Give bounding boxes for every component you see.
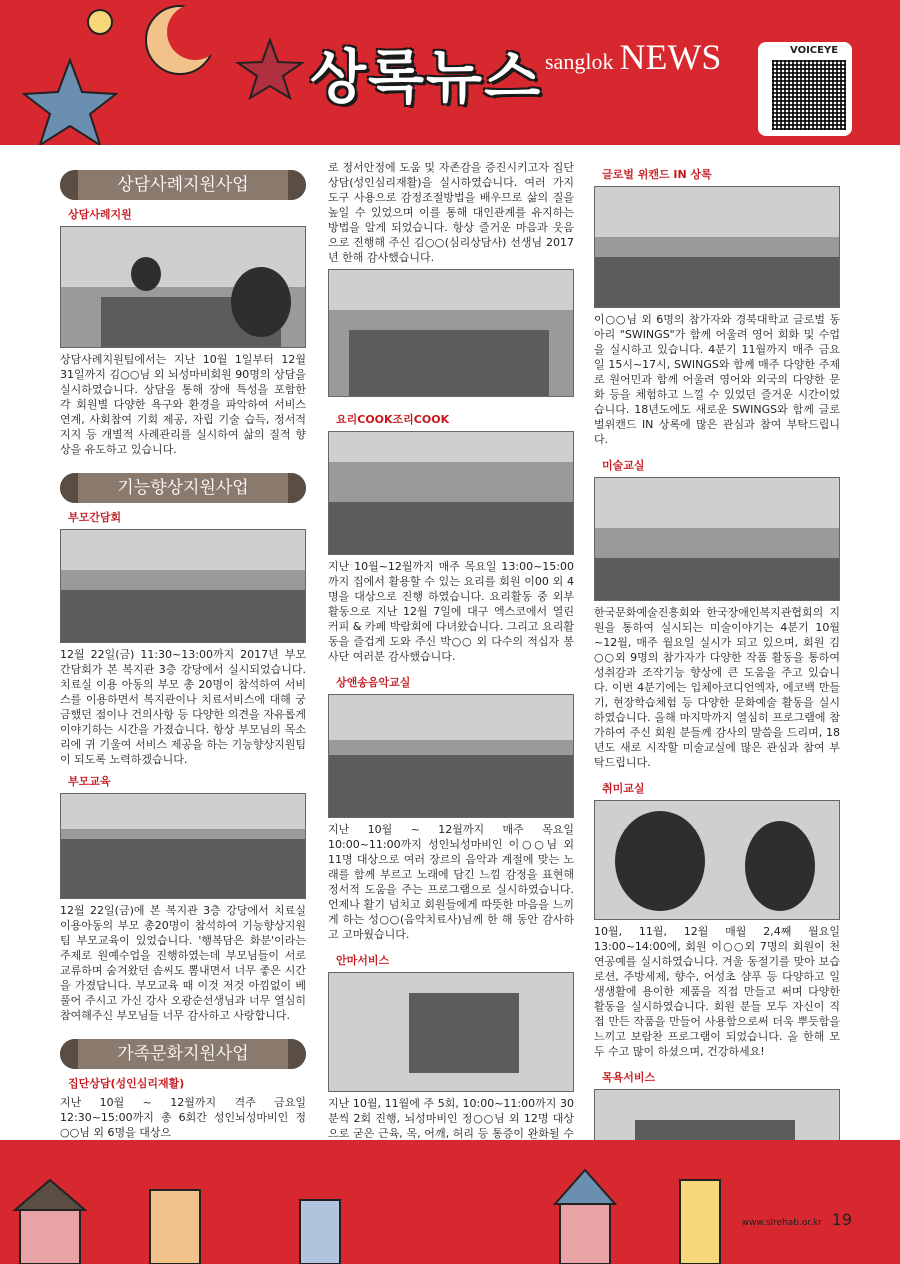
footer-banner bbox=[0, 1140, 900, 1264]
photo-art-class bbox=[594, 477, 840, 601]
subheading: 요리COOK조리COOK bbox=[336, 413, 450, 426]
voiceye-code bbox=[758, 42, 852, 136]
photo-parent-education bbox=[60, 793, 306, 899]
photo-music bbox=[328, 694, 574, 818]
subheading: 취미교실 bbox=[602, 782, 645, 795]
column-right bbox=[594, 160, 840, 1201]
subheading: 미술교실 bbox=[602, 459, 645, 472]
voiceye-pattern-icon bbox=[772, 60, 846, 130]
subheading: 상앤송음악교실 bbox=[336, 676, 411, 689]
subheading: 부모간담회 bbox=[68, 511, 122, 524]
article-text: 지난 10월 ~ 12월까지 격주 금요일 12:30~15:00까지 총 6회간 성인뇌성마비인 정○○님 외 6명을 대상으 bbox=[60, 1096, 306, 1139]
header-banner bbox=[0, 0, 900, 145]
article-text: 지난 10월, 11월에 주 5회, 10:00~11:00까지 30분씩 2회 진행, 뇌성마비인 정○○님 외 12명 대상으로 굳은 근육, 목, 어깨, 허리 등 통증이 완화될 수 bbox=[328, 1097, 574, 1140]
section-banner-function: 기능향상지원사업 bbox=[60, 473, 306, 503]
photo-group-counseling bbox=[328, 269, 574, 397]
article-text: 한국문화예술진흥회와 한국장애인복지관협회의 지원을 통하여 실시되는 미술이야기는 4분기 10월~12월, 매주 월요일 실시가 되고 있으며, 회원 김○○외 9명의 참가자가 다양한 작품 활동을 통하여 성취감과 조작기능 향상에 큰 도움을 주고 있습니다. 이번 4분기에는 입체아코디언엑자, 에코백 만들기, 현장학습체험 등 다양한 문화예술 활동을 실시하였습니다. 올해 마지막까지 열심히 프로그램에 참가하여 주신 회원 분들께 감사의 말씀을 드리며, 18년도 새로 시작할 미술교실에 많은 관심과 참여 부탁드립니다. bbox=[594, 606, 840, 769]
article-text: 지난 10월 ~ 12월까지 매주 목요일 10:00~11:00까지 성인뇌성마비인 이○○님 외 11명 대상으로 여러 장르의 음악과 계절에 맞는 노래를 함께 부르고 노래에 담긴 느낌 감정을 표현해 정서적 도움을 주는 프로그램으로 실시하였습니다. 언제나 활기 넘치고 회원들에게 따뜻한 마음을 느끼게 하는 성○○(음악치료사)님께 한 해 동안 감사하고 고마웠습니다. bbox=[328, 823, 574, 941]
article-text: 12월 22일(금) 11:30~13:00까지 2017년 부모간담회가 본 복지관 3층 강당에서 실시되었습니다. 치료실 이용 아동의 부모 총 20명이 참석하여 서비스를 이용하면서 복지관이나 치료서비스에 대해 궁금했던 점이나 건의사항 등 다양한 의견을 자유롭게 이야기하는 시간을 가졌습니다. 항상 부모님의 목소리에 귀 기울여 서비스 제공을 하는 기능향상지원팀이 되도록 노력하겠습니다. bbox=[60, 648, 306, 766]
article-text: 10월, 11월, 12월 매월 2,4째 월요일 13:00~14:00에, 회원 이○○외 7명의 회원이 천연공예를 실시하였습니다. 겨울 동절기를 맞아 보습로션, 주방세제, 향수, 어성초 샴푸 등 다양하고 일생생활에 용이한 제품을 직접 만들고 써며 다양한 활동을 실시하였습니다. 회원 분들 모두 자신이 직접 만든 작품을 만들어 사용함으로써 더욱 뿌듯함을 느끼고 보람찬 프로그램이 되었습니다. 올 한해 모두 수고 많이 하셨으며, 건강하세요! bbox=[594, 925, 840, 1058]
subheading: 목욕서비스 bbox=[602, 1071, 656, 1084]
article-text: 지난 10월~12월까지 매주 목요일 13:00~15:00까지 집에서 활용할 수 있는 요리를 회원 이00 외 4명을 대상으로 진행 하였습니다. 요리활동 중 외부활동으로 지난 12월 7일에 대구 엑스코에서 열린 커피 & 카페 박람회에 다녀왔습니다. 그리고 요리활동을 즐겁게 도와 주신 박○○ 외 다수의 적십자 봉사단 여러분 감사했습니다. bbox=[328, 560, 574, 663]
photo-parent-meeting bbox=[60, 529, 306, 643]
voiceye-label: VOICEYE bbox=[790, 45, 839, 56]
decorative-houses-icon bbox=[0, 1140, 900, 1264]
subheading: 상담사례지원 bbox=[68, 208, 132, 221]
page-title: 상록뉴스 bbox=[310, 43, 543, 111]
photo-global-weekend bbox=[594, 186, 840, 308]
photo-cooking bbox=[328, 431, 574, 555]
footer-url: www.slrehab.or.kr bbox=[741, 1218, 822, 1228]
subheading: 안마서비스 bbox=[336, 954, 390, 967]
article-text: 상담사례지원팀에서는 지난 10월 1일부터 12월 31일까지 김○○님 외 뇌성마비회원 90명의 상담을 실시하였습니다. 상담을 통해 장애 특성을 포함한 각 회원별 다양한 욕구와 환경을 파악하여 서비스 연계, 사회참여 기회 제공, 자립 기술 습득, 정서적 지지 등 개별적 사례관리를 실시하여 삶의 질적 향상을 유도하고 있습니다. bbox=[60, 353, 306, 456]
section-banner-family: 가족문화지원사업 bbox=[60, 1039, 306, 1069]
column-left bbox=[60, 160, 306, 1144]
article-text: 이○○님 외 6명의 참가자와 경북대학교 글로벌 동아리 "SWINGS"가 함께 어울려 영어 회화 및 수업을 실시하고 있습니다. 4분기 11월까지 매주 금요일 15시~17시, SWINGS와 함께 매주 다양한 주제로 원어민과 함께 어울려 영어와 외국의 다양한 문화 등을 체험하고 느낄 수 있었던 즐거운 시간이었습니다. 18년도에도 새로운 SWINGS와 함께 글로벌위캔드 IN 상록에 많은 관심과 참여 부탁드립니다. bbox=[594, 313, 840, 446]
subheading: 집단상담(성인심리재활) bbox=[68, 1077, 185, 1090]
photo-hobby-class bbox=[594, 800, 840, 920]
wordmark-small: sanglok bbox=[545, 49, 614, 74]
section-banner-counseling: 상담사례지원사업 bbox=[60, 170, 306, 200]
photo-counseling bbox=[60, 226, 306, 348]
subheading: 글로벌 위캔드 IN 상록 bbox=[602, 168, 712, 181]
wordmark-big: NEWS bbox=[619, 37, 722, 77]
page-number: 19 bbox=[831, 1210, 852, 1229]
article-text: 12월 22일(금)에 본 복지관 3층 강당에서 치료실 이용아동의 부모 총20명이 참석하여 기능향상지원팀 부모교육이 있었습니다. '행복담은 화분'이라는 주제로 원예수업을 진행하였는데 부모님들이 서로 교류하며 숨겨왔던 솜씨도 뽐내면서 너무 좋은 시간을 가졌답니다. 부모교육 때 이것 저것 아낌없이 베풀어 주시고 가신 강사 오광순선생님과 너무 열심히 참여해주신 부모님들 너무 감사하고 사랑합니다. bbox=[60, 904, 306, 1022]
column-middle bbox=[328, 160, 574, 1175]
photo-massage bbox=[328, 972, 574, 1092]
article-text: 로 정서안정에 도움 및 자존감을 증진시키고자 집단상담(성인심리재활)을 실시하였습니다. 여러 가지 도구 사용으로 감정조절방법을 배우므로 삶의 질을 높일 수 있었으며 이를 통해 대인관계를 유지하는 방법을 알게 되었습니다. 항상 즐거운 마음과 웃음으로 진행해 주신 김○○(심리상담사) 선생님 2017년 한해 감사했습니다. bbox=[328, 161, 574, 264]
news-wordmark bbox=[545, 36, 721, 78]
subheading: 부모교육 bbox=[68, 775, 111, 788]
